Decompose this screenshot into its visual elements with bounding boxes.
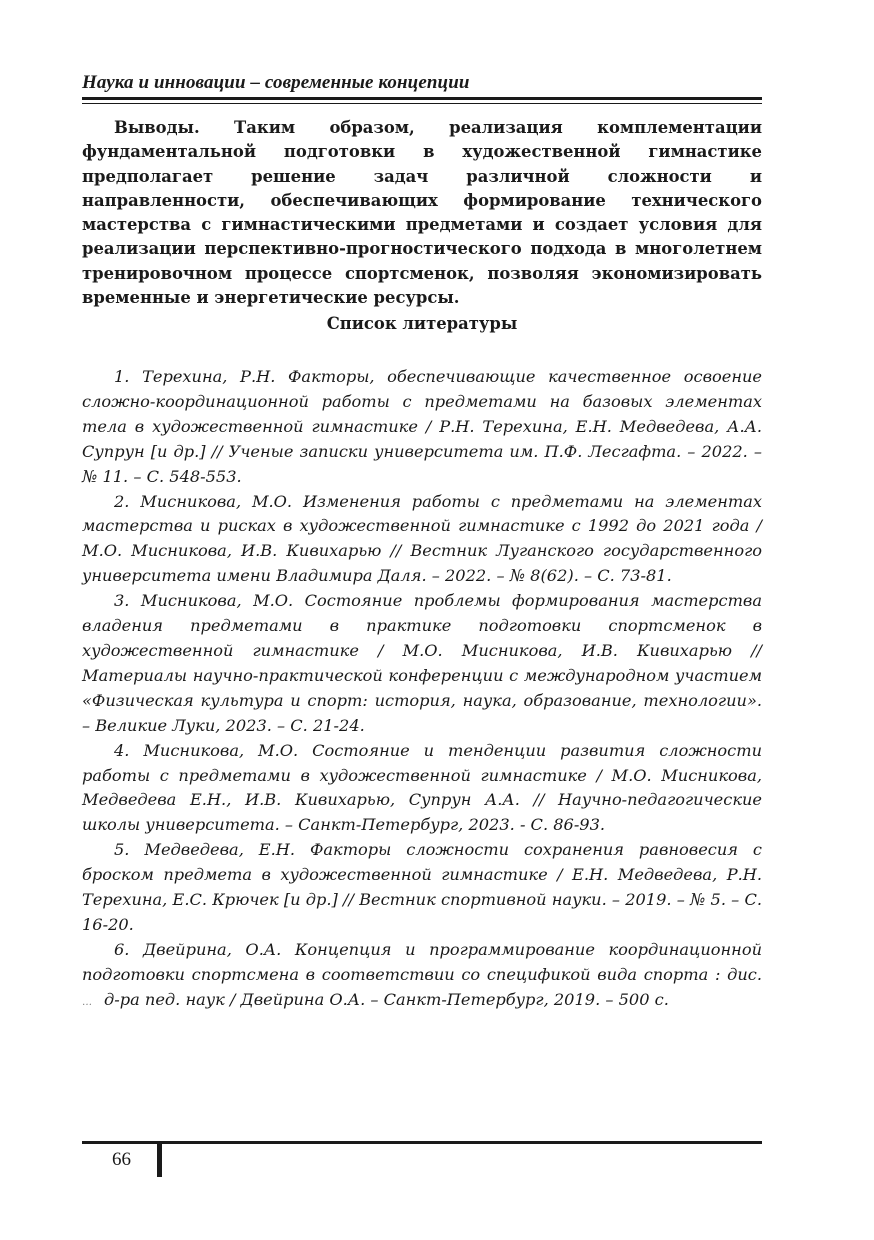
reference-item-1: 1. Терехина, Р.Н. Факторы, обеспечивающие качественное освоение сложно-координационной работы с предметами на базовых элементах тела в художественной гимнастике / Р.Н. Терехина, Е.Н. Медведева, А.А. Супрун [и др.] // Ученые записки университета им. П.Ф. Лесгафта. – 2022. – № 11. – С. 548-553. [82, 367, 762, 486]
reference-item-3: 3. Мисникова, М.О. Состояние проблемы формирования мастерства владения предметами в практике подготовки спортсменок в художественной гимнастике / М.О. Мисникова, И.В. Кивихарью // Материалы научно-практической конференции с международном участием «Физическая культура и спорт: история, наука, образование, технологии». – Великие Луки, 2023. – С. 21-24. [82, 591, 762, 735]
reference-item-5: 5. Медведева, Е.Н. Факторы сложности сохранения равновесия с броском предмета в художественной гимнастике / Е.Н. Медведева, Р.Н. Терехина, Е.С. Крючек [и др.] // Вестник спортивной науки. – 2019. – № 5. – С. 16-20. [82, 840, 762, 934]
footer-rule [82, 1141, 762, 1144]
conclusion-lead: Выводы. [114, 118, 200, 137]
footer-bar [157, 1141, 162, 1177]
references-list [82, 365, 762, 1016]
reference-item-6-tail: д-ра пед. наук / Двейрина О.А. – Санкт-Петербург, 2019. – 500 с. [104, 989, 669, 1009]
page-number: 66 [112, 1149, 131, 1170]
header-rule-thin [82, 103, 762, 104]
header-rule-thick [82, 97, 762, 100]
reference-item-6 [82, 938, 762, 1016]
ellipsis-mark: … [82, 996, 92, 1008]
references-title: Список литературы [326, 314, 518, 333]
conclusion-paragraph [82, 116, 762, 310]
conclusion-text: Таким образом, реализация комплементации фундаментальной подготовки в художественной гимнастике предполагает решение задач различной сложности и направленности, обеспечивающих формирование технического мастерства с гимнастическими предметами и создает условия для реализации перспективно-прогностического подхода в многолетнем тренировочном процессе спортсменок, позволяя экономизировать временные и энергетические ресурсы. [82, 118, 762, 308]
running-title: Наука и инновации – современные концепции [82, 72, 470, 93]
reference-item-2: 2. Мисникова, М.О. Изменения работы с предметами на элементах мастерства и рисках в художественной гимнастике с 1992 до 2021 года / М.О. Мисникова, И.В. Кивихарью // Вестник Луганского государственного университета имени Владимира Даля. – 2022. – № 8(62). – С. 73-81. [82, 491, 762, 586]
reference-item-4: 4. Мисникова, М.О. Состояние и тенденции развития сложности работы с предметами в художественной гимнастике / М.О. Мисникова, Медведева Е.Н., И.В. Кивихарью, Супрун А.А. // Научно-педагогические школы университета. – Санкт-Петербург, 2023. - С. 86-93. [82, 740, 762, 835]
reference-item-6-text: 6. Двейрина, О.А. Концепция и программирование координационной подготовки спортсмена в соответствии со спецификой вида спорта : дис. [82, 939, 762, 984]
